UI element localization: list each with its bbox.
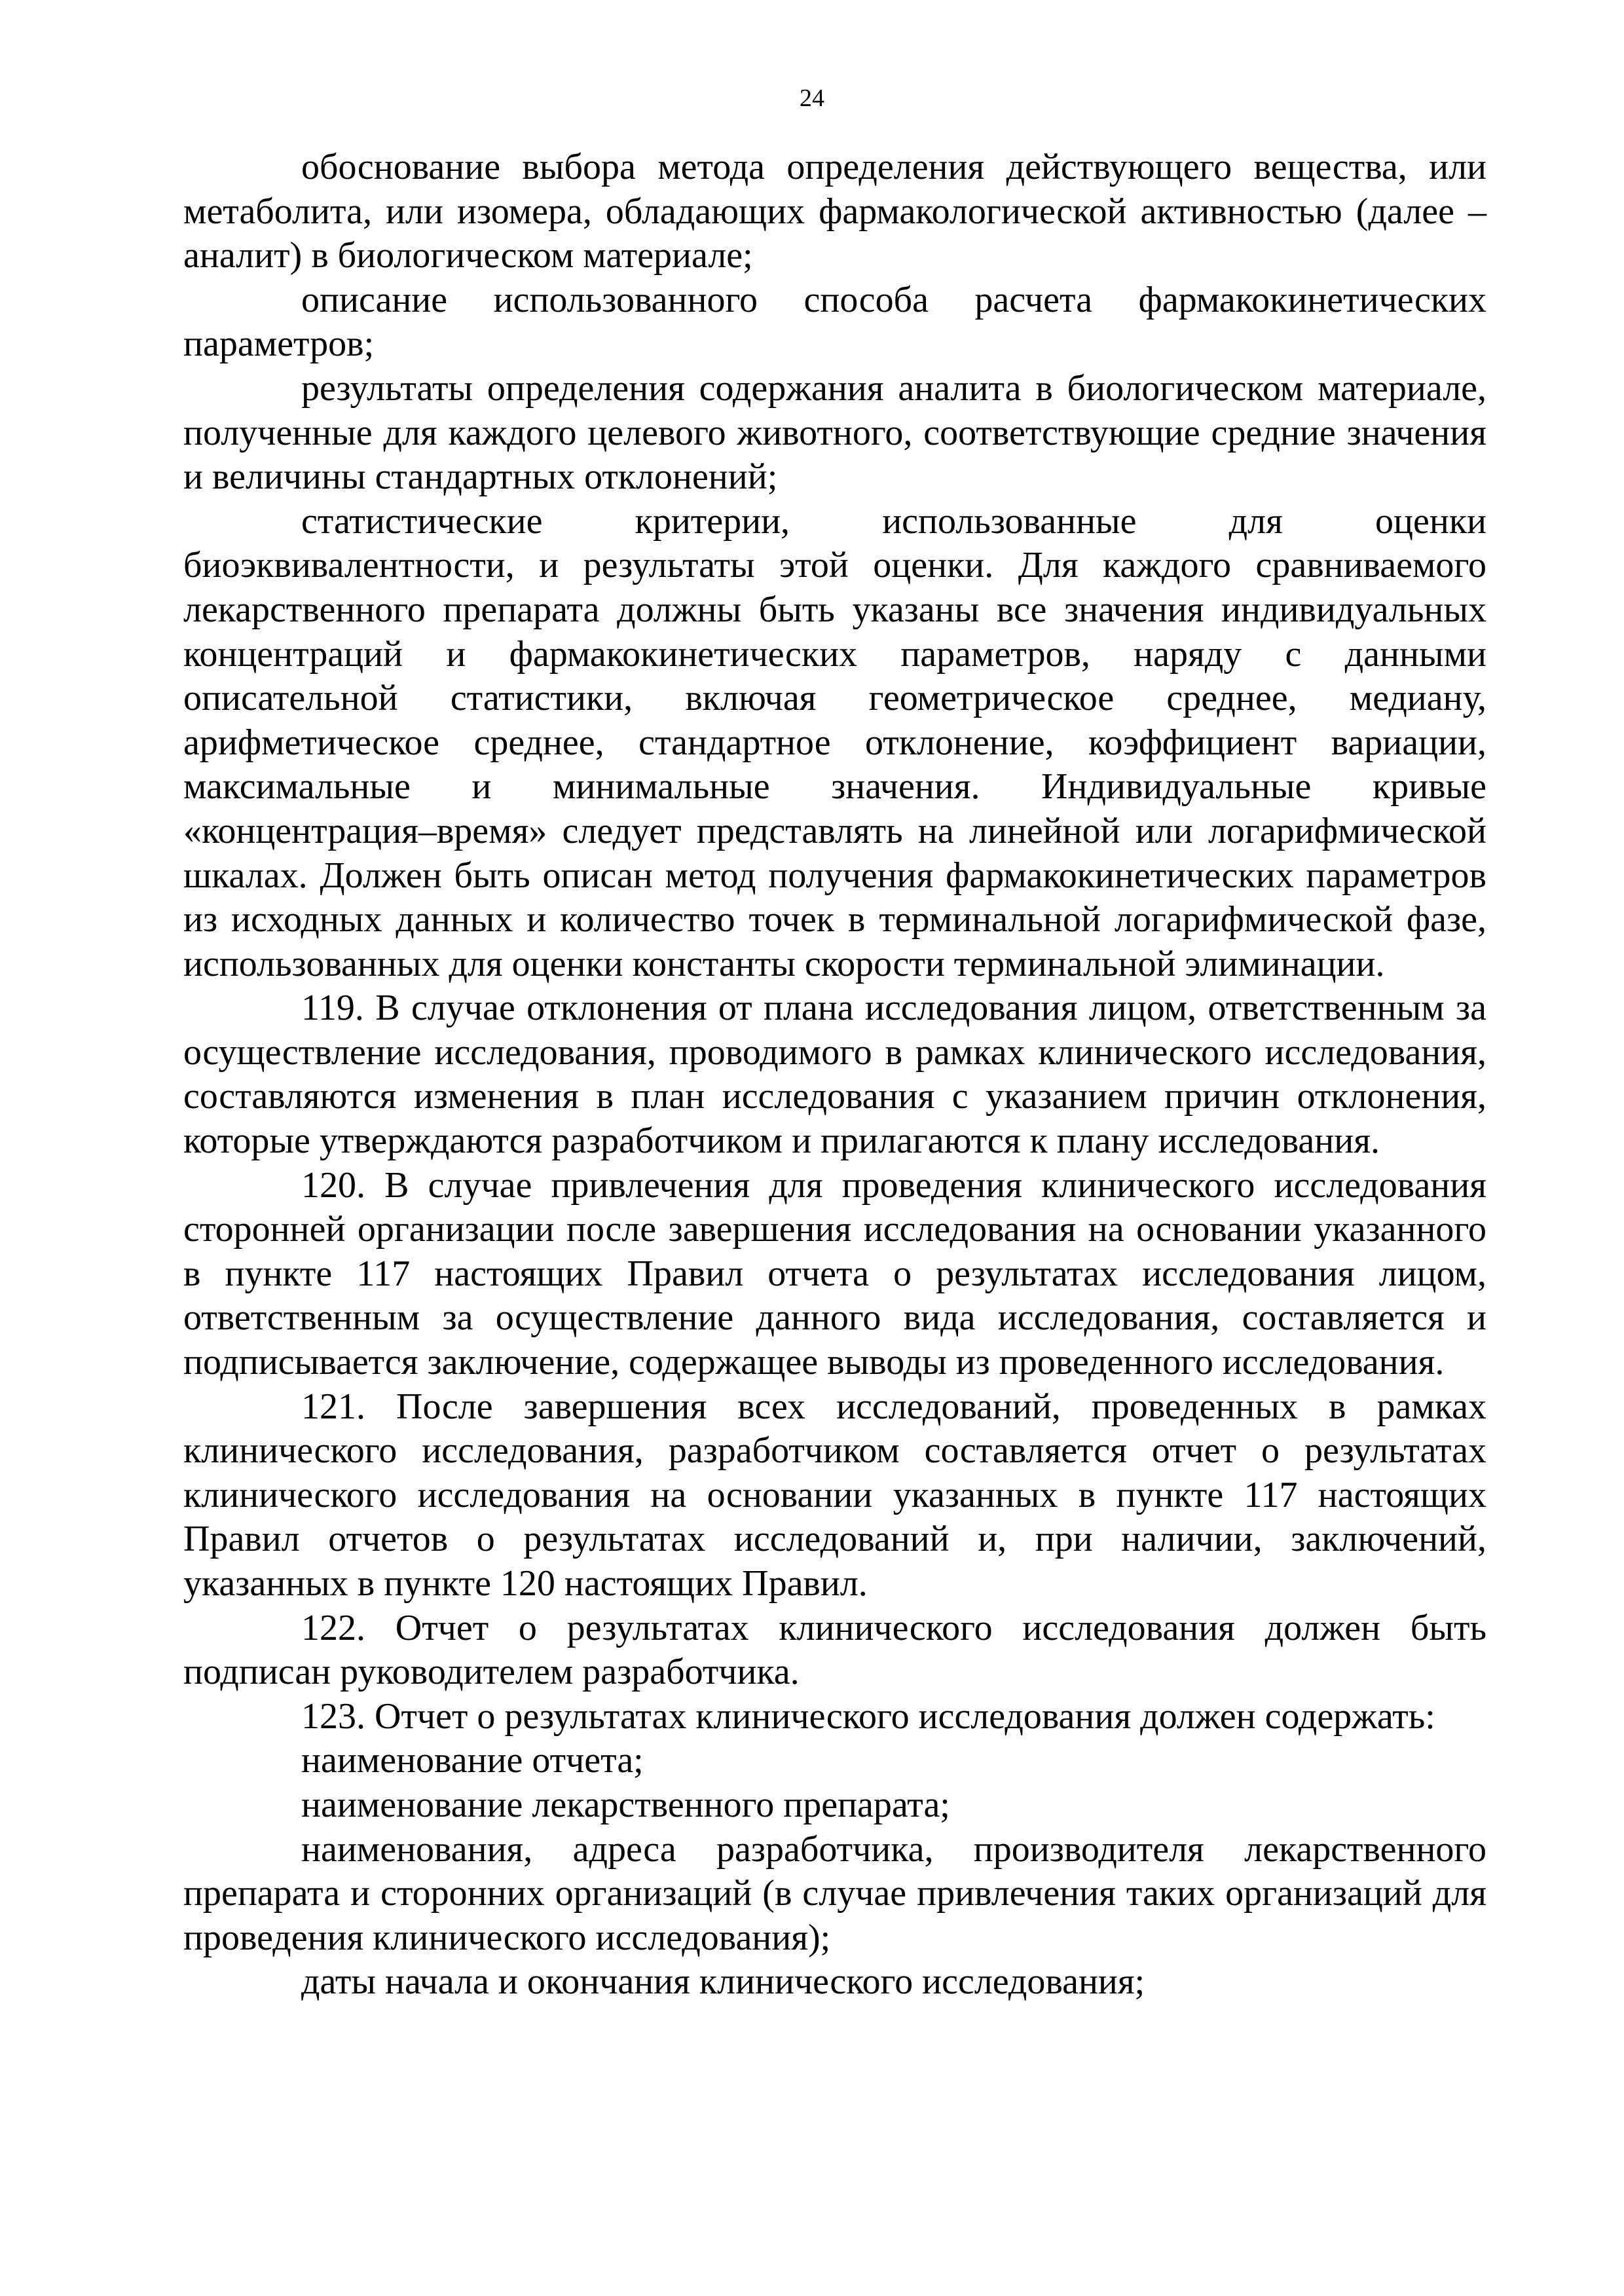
list-item-drug-name: наименование лекарственного препарата; (301, 1784, 950, 1825)
paragraph-item-123: 123. Отчет о результатах клинического исследования должен содержать: (301, 1695, 1435, 1737)
paragraph-pk-calculation: описание использованного способа расчета фармакокинетических параметров; (183, 279, 1486, 365)
paragraph-item-121: 121. После завершения всех исследований, проведенных в рамках клинического исследования, разработчиком составляется отчет о результатах клинического исследования на основании указанных в пункте 117 настоящих Правил отчетов о результатах исследований и, при наличии, заключений, указанных в пункте 120 настоящих Правил. (183, 1386, 1486, 1604)
list-item-organizations: наименования, адреса разработчика, производителя лекарственного препарата и сторонних организаций (в случае привлечения таких организаций для проведения клинического исследования); (183, 1828, 1486, 1958)
paragraph-statistical-criteria: статистические критерии, использованные для оценки биоэквивалентности, и результаты этой оценки. Для каждого сравниваемого лекарственного препарата должны быть указаны все значения индивидуальных концентраций и фармакокинетических параметров, наряду с данными описательной статистики, включая геометрическое среднее, медиану, арифметическое среднее, стандартное отклонение, коэффициент вариации, максимальные и минимальные значения. Индивидуальные кривые «концентрация–время» следует представлять на линейной или логарифмической шкалах. Должен быть описан метод получения фармакокинетических параметров из исходных данных и количество точек в терминальной логарифмической фазе, использованных для оценки константы скорости терминальной элиминации. (183, 500, 1486, 984)
paragraph-analyte-results: результаты определения содержания аналита в биологическом материале, полученные для каждого целевого животного, соответствующие средние значения и величины стандартных отклонений; (183, 367, 1486, 498)
paragraph-item-122: 122. Отчет о результатах клинического исследования должен быть подписан руководителем разработчика. (183, 1607, 1486, 1693)
page-number: 24 (800, 84, 824, 112)
paragraph-item-120: 120. В случае привлечения для проведения клинического исследования сторонней организации после завершения исследования на основании указанного в пункте 117 настоящих Правил отчета о результатах исследования лицом, ответственным за осуществление данного вида исследования, составляется и подписывается заключение, содержащее выводы из проведенного исследования. (183, 1164, 1486, 1383)
document-body (183, 145, 1486, 2005)
paragraph-item-119: 119. В случае отклонения от плана исследования лицом, ответственным за осуществление исследования, проводимого в рамках клинического исследования, составляются изменения в план исследования с указанием причин отклонения, которые утверждаются разработчиком и прилагаются к плану исследования. (183, 988, 1486, 1162)
list-item-study-dates: даты начала и окончания клинического исследования; (301, 1961, 1145, 2003)
paragraph-analyte-method: обоснование выбора метода определения действующего вещества, или метаболита, или изомера, обладающих фармакологической активностью (далее – аналит) в биологическом материале; (183, 147, 1486, 276)
list-item-report-name: наименование отчета; (301, 1740, 644, 1781)
